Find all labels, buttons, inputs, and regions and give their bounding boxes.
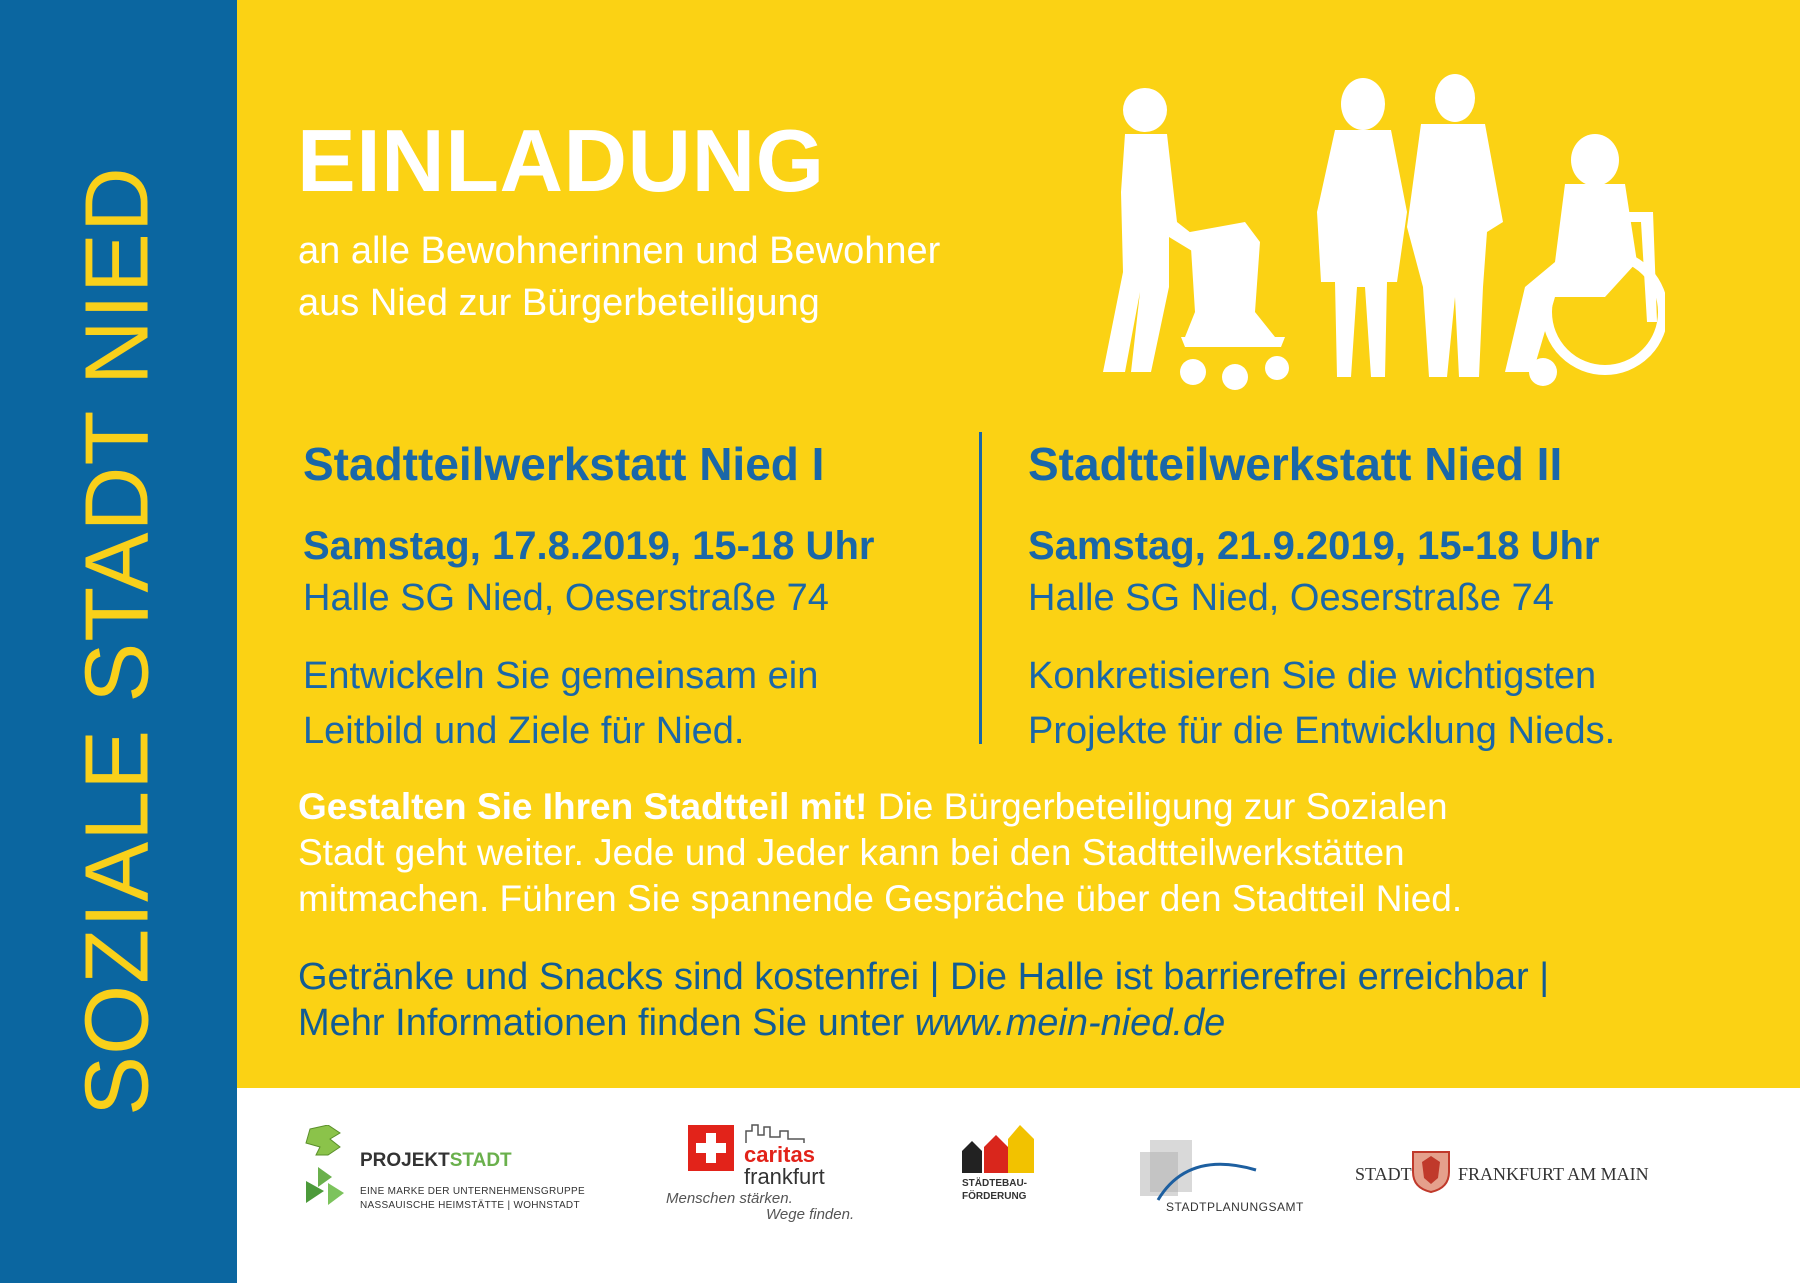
stadtplanungsamt-logo-icon	[1128, 1130, 1260, 1208]
info-line-1: Getränke und Snacks sind kostenfrei | Die Halle ist barrierefrei erreichbar |	[298, 956, 1550, 998]
event-2-description-line-1: Konkretisieren Sie die wichtigsten	[1028, 655, 1597, 697]
event-2-date: Samstag, 21.9.2019, 15-18 Uhr	[1028, 524, 1600, 568]
projektstadt-tagline-1: EINE MARKE DER UNTERNEHMENSGRUPPE	[360, 1186, 585, 1197]
caritas-slogan-2: Wege finden.	[766, 1206, 855, 1223]
event-1-description-line-1: Entwickeln Sie gemeinsam ein	[303, 655, 819, 697]
body-bold-lead: Gestalten Sie Ihren Stadtteil mit!	[298, 786, 868, 827]
caritas-name: caritas	[744, 1142, 815, 1167]
page-title: EINLADUNG	[297, 111, 825, 210]
frankfurt-coat-of-arms-icon	[1410, 1148, 1452, 1194]
sidebar-band	[0, 0, 237, 1283]
website-link[interactable]: www.mein-nied.de	[914, 1002, 1226, 1044]
staedtebaufoerderung-houses-icon	[962, 1125, 1034, 1173]
people-silhouettes-icon	[1085, 72, 1665, 412]
subtitle-line-2: aus Nied zur Bürgerbeteiligung	[298, 282, 820, 324]
event-2-title: Stadtteilwerkstatt Nied II	[1028, 438, 1563, 490]
projektstadt-tagline-2: NASSAUISCHE HEIMSTÄTTE | WOHNSTADT	[360, 1200, 580, 1211]
projektstadt-name-b: STADT	[449, 1150, 512, 1171]
staedtebau-line-1: STÄDTEBAU-	[962, 1178, 1027, 1189]
projektstadt-name-a: PROJEKT	[360, 1150, 450, 1171]
event-1-location: Halle SG Nied, Oeserstraße 74	[303, 577, 829, 619]
info-line-2	[298, 1002, 1225, 1045]
event-1-description-line-2: Leitbild und Ziele für Nied.	[303, 710, 745, 752]
woman-figure	[1317, 78, 1407, 377]
wheelchair-user-figure	[1505, 134, 1663, 386]
caritas-cross-icon	[688, 1125, 734, 1171]
body-paragraph-line-2: Stadt geht weiter. Jede und Jeder kann bei den Stadtteilwerkstätten	[298, 832, 1405, 873]
body-line-1-rest: Die Bürgerbeteiligung zur Sozialen	[867, 786, 1448, 827]
caritas-city: frankfurt	[744, 1164, 825, 1189]
staedtebau-line-2: FÖRDERUNG	[962, 1191, 1027, 1202]
person-with-stroller-figure	[1103, 88, 1289, 390]
caritas-slogan-1: Menschen stärken.	[666, 1190, 793, 1207]
event-1-title: Stadtteilwerkstatt Nied I	[303, 438, 825, 490]
body-paragraph-line-1	[298, 784, 1698, 830]
event-2-description-line-2: Projekte für die Entwicklung Nieds.	[1028, 710, 1616, 752]
subtitle-line-1: an alle Bewohnerinnen und Bewohner	[298, 230, 941, 272]
projektstadt-logo-icon	[300, 1125, 352, 1211]
frankfurt-stadt-label: STADT	[1355, 1164, 1412, 1184]
projektstadt-name	[360, 1150, 512, 1172]
event-1-date: Samstag, 17.8.2019, 15-18 Uhr	[303, 524, 875, 568]
info-line-2-prefix: Mehr Informationen finden Sie unter	[298, 1002, 915, 1044]
stadtplanungsamt-label: STADTPLANUNGSAMT	[1166, 1200, 1304, 1214]
column-divider	[979, 432, 982, 744]
man-figure	[1407, 74, 1503, 377]
frankfurt-name-label: FRANKFURT AM MAIN	[1458, 1164, 1649, 1184]
event-2-location: Halle SG Nied, Oeserstraße 74	[1028, 577, 1554, 619]
body-paragraph-line-3: mitmachen. Führen Sie spannende Gespräche über den Stadtteil Nied.	[298, 878, 1463, 919]
sidebar-title: SOZIALE STADT NIED	[67, 166, 168, 1116]
